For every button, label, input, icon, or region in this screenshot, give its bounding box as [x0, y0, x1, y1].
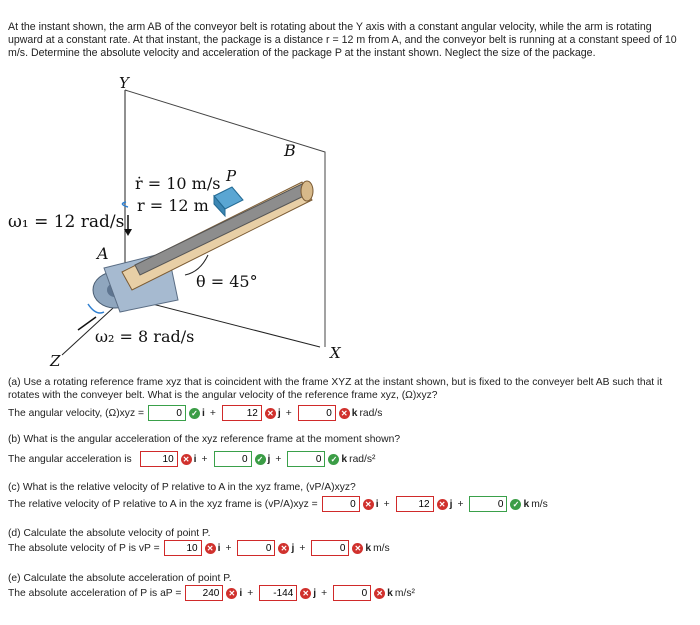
- question-a: (a) Use a rotating reference frame xyz that is coincident with the frame XYZ at the instant shown, but is fixed to the conveyer belt AB such that it rotates with the conveyer belt. What is the angular velocity of the reference frame xyz, (Ω)xyz?: [8, 377, 663, 401]
- unit-j: j: [267, 453, 271, 465]
- answer-b-i[interactable]: [140, 451, 178, 467]
- plane-outline: [125, 90, 325, 347]
- unit-i: i: [217, 542, 221, 554]
- answer-d-k[interactable]: [311, 540, 349, 556]
- label-b: B: [284, 141, 296, 160]
- problem-statement: At the instant shown, the arm AB of the conveyor belt is rotating about the Y axis with a constant angular velocity, while the arm is rotating upward at a constant rate. At that instant, the package is a distance r = 12 m from A, and the conveyor belt is running at a constant speed of 10 m/s. Determine the absolute velocity and acceleration of the package P at the instant shown. Neglect the size of the package.: [8, 21, 677, 59]
- unit-k: k: [341, 453, 348, 465]
- unit-i: i: [201, 407, 205, 419]
- answer-b-k[interactable]: [287, 451, 325, 467]
- answer-b-j[interactable]: [214, 451, 252, 467]
- unit-a: rad/s: [359, 407, 383, 419]
- question-b: (b) What is the angular acceleration of the xyz reference frame at the moment shown?: [8, 434, 401, 445]
- theta-label: θ = 45°: [196, 272, 258, 291]
- answer-e-i[interactable]: [185, 585, 223, 601]
- r-label: r = 12 m: [137, 196, 209, 215]
- prompt-d: The absolute velocity of P is vP =: [8, 542, 160, 554]
- unit-k: k: [387, 587, 393, 599]
- incorrect-icon: ✕: [181, 454, 192, 465]
- prompt-a: The angular velocity, (Ω)xyz =: [8, 407, 144, 419]
- prompt-e: The absolute acceleration of P is aP =: [8, 587, 182, 599]
- unit-i: i: [193, 453, 197, 465]
- incorrect-icon: ✕: [437, 499, 448, 510]
- correct-icon: ✓: [328, 454, 339, 465]
- question-d: (d) Calculate the absolute velocity of point P.: [8, 528, 211, 539]
- answer-row-a: The angular velocity, (Ω)xyz = 0 ✓ i + 12 ✕ j + 0 ✕ k rad/s: [8, 405, 382, 421]
- label-a: A: [97, 244, 109, 263]
- question-e: (e) Calculate the absolute acceleration of point P.: [8, 573, 232, 584]
- unit-e: m/s²: [394, 587, 415, 599]
- incorrect-icon: ✕: [226, 588, 237, 599]
- unit-c: m/s: [531, 498, 548, 510]
- unit-k: k: [351, 407, 358, 419]
- answer-d-j[interactable]: [237, 540, 275, 556]
- label-p: P: [226, 167, 237, 185]
- unit-j: j: [291, 542, 295, 554]
- omega1-label: ω₁ = 12 rad/s: [8, 212, 125, 232]
- unit-b: rad/s²: [349, 453, 376, 465]
- answer-row-b: The angular acceleration is 10 ✕ i + 0 ✓ j + 0 ✓ k rad/s²: [8, 451, 375, 467]
- incorrect-icon: ✕: [205, 543, 216, 554]
- omega2-arrow: [88, 304, 104, 313]
- answer-row-c: The relative velocity of P relative to A in the xyz frame is (vP/A)xyz = 0 ✕ i + 12 ✕ j + 0 ✓ k m/s: [8, 496, 548, 512]
- answer-d-i[interactable]: [164, 540, 202, 556]
- answer-a-j[interactable]: [222, 405, 262, 421]
- answer-a-k[interactable]: [298, 405, 336, 421]
- incorrect-icon: ✕: [278, 543, 289, 554]
- label-x: X: [330, 344, 341, 362]
- correct-icon: ✓: [189, 408, 200, 419]
- unit-i: i: [239, 587, 243, 599]
- label-y: Y: [119, 74, 129, 92]
- incorrect-icon: ✕: [265, 408, 276, 419]
- incorrect-icon: ✕: [352, 543, 363, 554]
- answer-c-k[interactable]: [469, 496, 507, 512]
- omega2-label: ω₂ = 8 rad/s: [95, 327, 195, 346]
- incorrect-icon: ✕: [374, 588, 385, 599]
- answer-row-e: The absolute acceleration of P is aP = 240 ✕ i + -144 ✕ j + 0 ✕ k m/s²: [8, 585, 415, 601]
- unit-d: m/s: [373, 542, 390, 554]
- answer-a-i[interactable]: [148, 405, 186, 421]
- correct-icon: ✓: [255, 454, 266, 465]
- prompt-b: The angular acceleration is: [8, 453, 132, 465]
- rdot-label: ṙ = 10 m/s: [135, 174, 221, 193]
- unit-j: j: [449, 498, 453, 510]
- answer-e-j[interactable]: [259, 585, 297, 601]
- unit-i: i: [375, 498, 379, 510]
- label-z: Z: [50, 352, 61, 370]
- conveyor-figure: [0, 72, 700, 372]
- unit-j: j: [277, 407, 281, 419]
- unit-k: k: [523, 498, 530, 510]
- answer-row-d: The absolute velocity of P is vP = 10 ✕ i + 0 ✕ j + 0 ✕ k m/s: [8, 540, 390, 556]
- incorrect-icon: ✕: [300, 588, 311, 599]
- unit-k: k: [365, 542, 372, 554]
- prompt-c: The relative velocity of P relative to A in the xyz frame is (vP/A)xyz =: [8, 498, 318, 510]
- answer-c-j[interactable]: [396, 496, 434, 512]
- correct-icon: ✓: [510, 499, 521, 510]
- answer-c-i[interactable]: [322, 496, 360, 512]
- incorrect-icon: ✕: [363, 499, 374, 510]
- answer-e-k[interactable]: [333, 585, 371, 601]
- incorrect-icon: ✕: [339, 408, 350, 419]
- question-c: (c) What is the relative velocity of P relative to A in the xyz frame, (vP/A)xyz?: [8, 482, 356, 493]
- unit-j: j: [313, 587, 317, 599]
- arm-end-cap: [301, 181, 313, 201]
